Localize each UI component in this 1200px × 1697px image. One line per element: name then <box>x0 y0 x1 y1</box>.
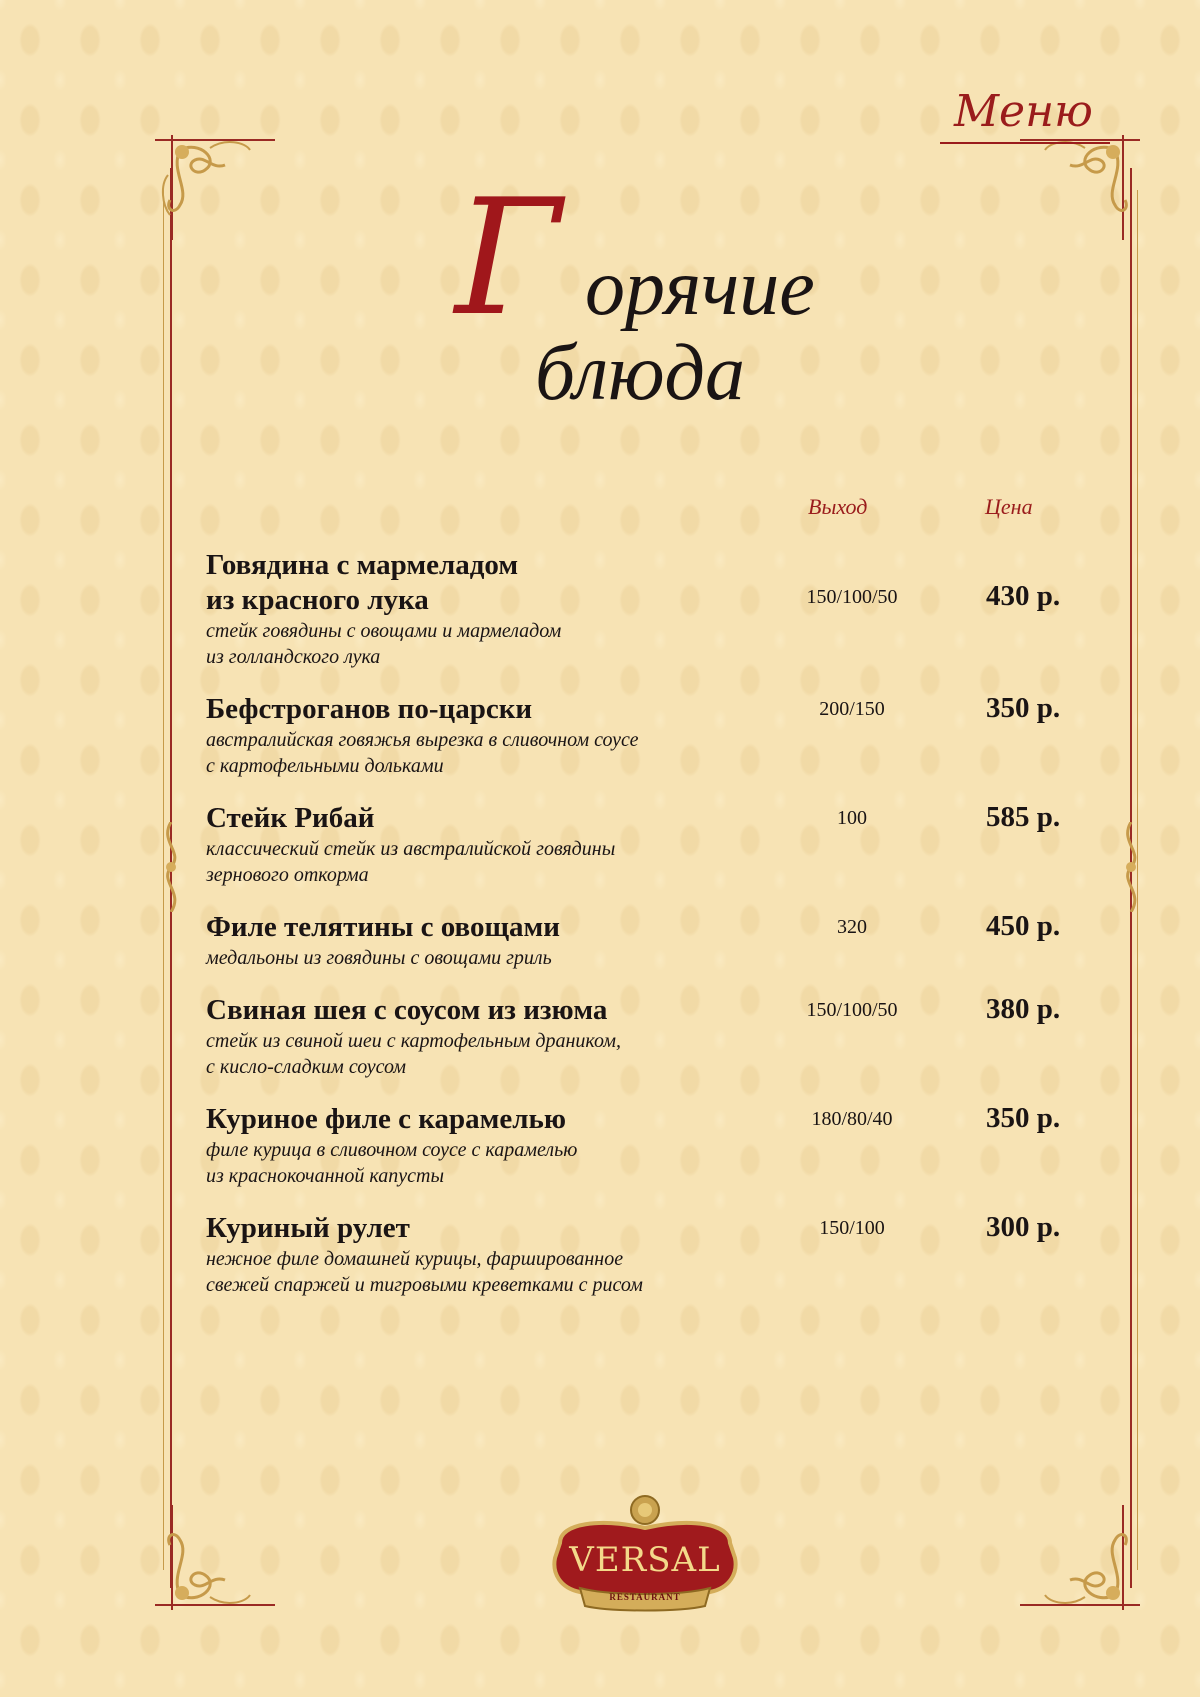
menu-item-output: 150/100 <box>819 1217 885 1239</box>
menu-item-name <box>206 801 726 836</box>
menu-item-name <box>206 993 726 1028</box>
menu-item-price: 585 р. <box>986 801 1061 833</box>
column-header-price: Цена <box>985 494 1033 519</box>
menu-item-name-line1: Куриное филе с карамелью <box>206 1103 567 1135</box>
menu-item-price: 350 р. <box>986 692 1061 724</box>
menu-item-description <box>206 836 766 888</box>
versal-logo <box>540 1488 750 1623</box>
menu-item-description <box>206 727 766 779</box>
column-header-output: Выход <box>808 494 868 519</box>
menu-item-desc-line2: из краснокочанной капусты <box>206 1165 445 1187</box>
title-line1: орячие <box>585 244 815 332</box>
menu-item-name <box>206 692 726 727</box>
menu-item-desc-line2: с картофельными дольками <box>206 755 444 777</box>
menu-item-desc-line1: классический стейк из австралийской говядины <box>206 838 616 860</box>
menu-item-list <box>206 548 1106 1320</box>
menu-item <box>206 692 1106 779</box>
menu-item-name-line1: Говядина с мармеладом <box>206 549 519 581</box>
menu-item-output: 180/80/40 <box>811 1108 893 1130</box>
menu-item-description <box>206 1246 766 1298</box>
side-ornament-right <box>1114 822 1148 912</box>
side-ornament-left <box>154 822 188 912</box>
menu-item-name-line1: Свиная шея с соусом из изюма <box>206 994 608 1026</box>
corner-ornament-bottom-right <box>1015 1505 1145 1615</box>
menu-item-name-line1: Филе телятины с овощами <box>206 911 560 943</box>
corner-ornament-top-left <box>150 130 280 240</box>
menu-item-name-line1: Бефстроганов по-царски <box>206 693 533 725</box>
menu-item-desc-line1: австралийская говяжья вырезка в сливочном соусе <box>206 729 639 751</box>
menu-tag <box>940 82 1110 152</box>
menu-item-desc-line1: нежное филе домашней курицы, фаршированное <box>206 1248 624 1270</box>
menu-item-desc-line2: зернового откорма <box>206 864 369 886</box>
menu-item-price: 380 р. <box>986 993 1061 1025</box>
menu-item-price: 450 р. <box>986 910 1061 942</box>
menu-item-name-line2: из красного лука <box>206 584 429 616</box>
menu-item-desc-line1: стейк из свиной шеи с картофельным драником, <box>206 1030 621 1052</box>
menu-item-name <box>206 1102 726 1137</box>
menu-item-name-line1: Стейк Рибай <box>206 802 375 834</box>
menu-item <box>206 910 1106 971</box>
menu-item-output: 150/100/50 <box>806 999 898 1021</box>
menu-item-name <box>206 548 726 618</box>
menu-item-desc-line2: свежей спаржей и тигровыми креветками с рисом <box>206 1274 643 1296</box>
menu-item-price: 430 р. <box>986 580 1061 612</box>
menu-item-output: 320 <box>837 916 867 938</box>
menu-item-name <box>206 910 726 945</box>
menu-item-description <box>206 1028 766 1080</box>
menu-item-name-line1: Куриный рулет <box>206 1212 410 1244</box>
title-line2: блюда <box>535 329 745 417</box>
logo-name: VERSAL <box>569 1540 721 1580</box>
corner-ornament-bottom-left <box>150 1505 280 1615</box>
menu-item <box>206 801 1106 888</box>
menu-item-desc-line1: филе курица в сливочном соусе с карамелью <box>206 1139 578 1161</box>
menu-item-description <box>206 618 766 670</box>
menu-item-output: 200/150 <box>819 698 885 720</box>
menu-item-desc-line1: стейк говядины с овощами и мармеладом <box>206 620 562 642</box>
menu-item-desc-line1: медальоны из говядины с овощами гриль <box>206 947 552 969</box>
menu-tag-underline <box>940 142 1110 144</box>
menu-item <box>206 1102 1106 1189</box>
menu-item <box>206 1211 1106 1298</box>
menu-item-price: 350 р. <box>986 1102 1061 1134</box>
title-initial: Г <box>455 164 561 351</box>
menu-item-description <box>206 1137 766 1189</box>
menu-item-output: 100 <box>837 807 867 829</box>
menu-item-output: 150/100/50 <box>806 586 898 608</box>
menu-item <box>206 548 1106 670</box>
menu-item-name <box>206 1211 726 1246</box>
logo-subtitle: RESTAURANT <box>609 1592 681 1602</box>
menu-item-description <box>206 945 766 971</box>
menu-item-price: 300 р. <box>986 1211 1061 1243</box>
menu-tag-label: Меню <box>954 86 1093 137</box>
menu-item <box>206 993 1106 1080</box>
menu-item-desc-line2: из голландского лука <box>206 646 381 668</box>
menu-item-desc-line2: с кисло-сладким соусом <box>206 1056 407 1078</box>
